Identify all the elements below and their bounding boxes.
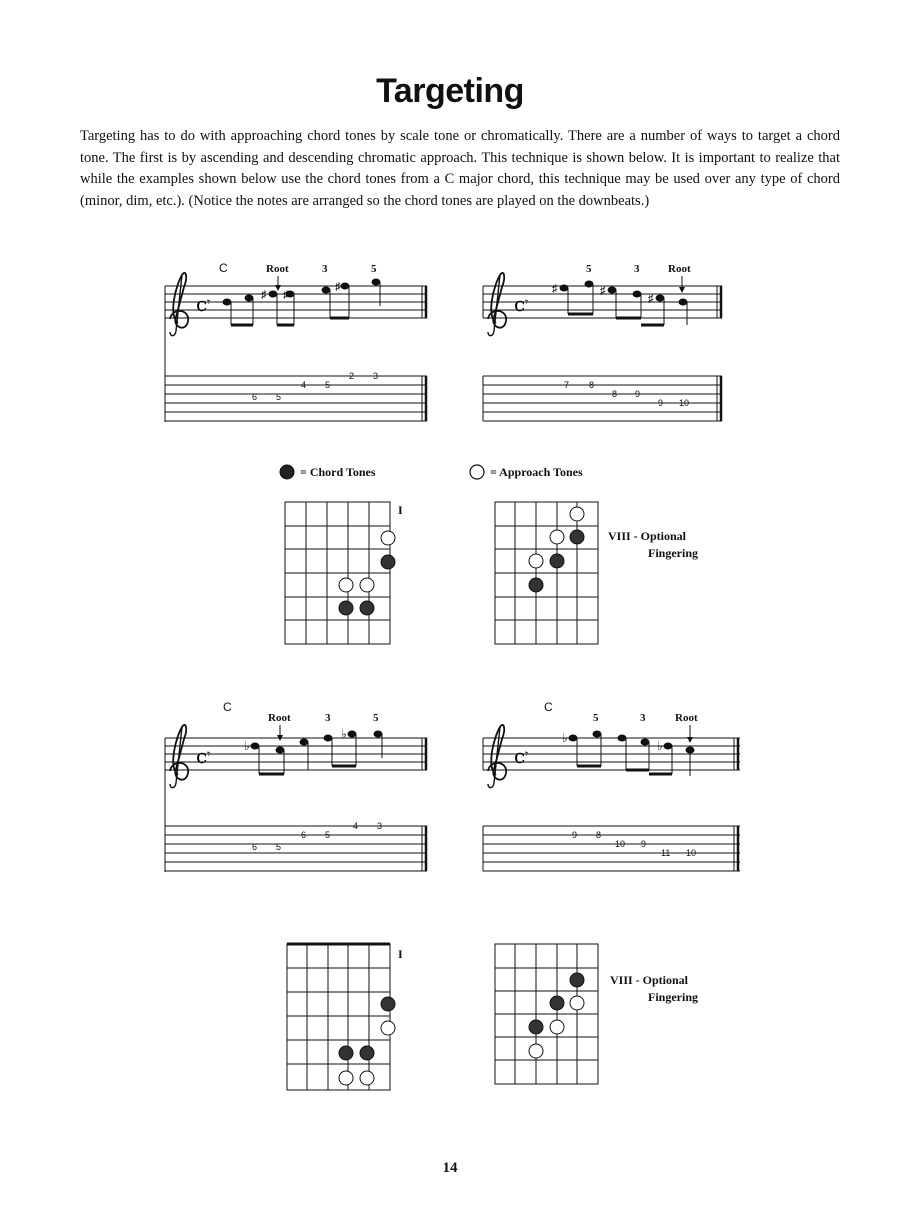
svg-text:𝄾: 𝄾 — [207, 747, 211, 761]
svg-text:𝄾: 𝄾 — [207, 295, 211, 309]
svg-text:3: 3 — [373, 371, 379, 381]
label-3: 3 — [640, 712, 646, 724]
svg-text:5: 5 — [276, 392, 282, 402]
svg-text:9: 9 — [635, 389, 641, 399]
svg-text:8: 8 — [612, 389, 618, 399]
svg-text:8: 8 — [596, 830, 602, 840]
label-root: Root — [266, 263, 289, 275]
notes — [251, 731, 382, 774]
svg-text:9: 9 — [572, 830, 578, 840]
svg-text:5: 5 — [325, 380, 331, 390]
svg-text:10: 10 — [679, 398, 690, 408]
label-root: Root — [268, 712, 291, 724]
example-2 — [483, 263, 722, 421]
treble-clef-icon — [488, 725, 506, 788]
label-5: 5 — [593, 712, 599, 724]
treble-clef-icon — [170, 725, 188, 788]
position-marker: I — [398, 947, 403, 961]
accidental: ♭ — [244, 739, 250, 753]
svg-text:4: 4 — [301, 380, 307, 390]
svg-text:5: 5 — [276, 842, 282, 852]
fretboard-diagram-1 — [285, 502, 403, 644]
intro-paragraph: Targeting has to do with approaching chord tones by scale tone or chromatically. There are a number of ways to target a chord tone. The first is by ascending and descending chromatic approach. This technique is shown below. It is important to realize that while the examples shown below use the chord tones from a C major chord, this technique may be used over any type of chord (minor, dim, etc.). (Notice the notes are arranged so the chord tones are played on the downbeats.) — [80, 128, 840, 209]
accidental: ♯ — [261, 289, 267, 301]
common-time-icon: c — [196, 744, 208, 768]
fretboard-diagram-3 — [287, 944, 403, 1090]
svg-text:11: 11 — [661, 848, 671, 858]
svg-text:9: 9 — [658, 398, 664, 408]
accidental: ♯ — [283, 289, 289, 301]
legend-chord-tones: = Chord Tones — [300, 465, 376, 479]
position-caption: VIII - Optional — [610, 973, 689, 987]
accidental: ♭ — [341, 727, 347, 741]
svg-text:10: 10 — [615, 839, 626, 849]
svg-text:7: 7 — [564, 380, 570, 390]
label-3: 3 — [325, 712, 331, 724]
legend-approach-tones: = Approach Tones — [490, 465, 583, 479]
accidental: ♭ — [657, 739, 663, 753]
svg-text:𝄾: 𝄾 — [525, 295, 529, 309]
chord-name: C — [223, 700, 232, 714]
common-time-icon: c — [514, 292, 526, 316]
svg-text:3: 3 — [377, 821, 383, 831]
chord-tone-icon — [280, 465, 294, 479]
svg-text:2: 2 — [349, 371, 355, 381]
label-root: Root — [668, 263, 691, 275]
label-5: 5 — [373, 712, 379, 724]
svg-text:4: 4 — [353, 821, 359, 831]
example-3 — [165, 700, 427, 872]
fretboard-diagram-2 — [495, 502, 698, 644]
treble-clef-icon — [488, 273, 506, 336]
svg-text:8: 8 — [589, 380, 595, 390]
tab-staff — [483, 826, 740, 871]
label-root: Root — [675, 712, 698, 724]
accidental: ♯ — [335, 281, 341, 293]
svg-text:6: 6 — [252, 392, 258, 402]
example-4 — [483, 700, 740, 871]
label-3: 3 — [634, 263, 640, 275]
page-number: 14 — [442, 1160, 458, 1176]
approach-tone-icon — [470, 465, 484, 479]
svg-text:10: 10 — [686, 848, 697, 858]
position-caption: Fingering — [648, 990, 698, 1004]
tab-staff — [165, 376, 427, 421]
svg-text:6: 6 — [252, 842, 258, 852]
label-5: 5 — [586, 263, 592, 275]
treble-clef-icon — [170, 273, 188, 336]
accidental: ♭ — [562, 731, 568, 745]
position-caption: Fingering — [648, 546, 698, 560]
svg-text:9: 9 — [641, 839, 647, 849]
position-marker: I — [398, 503, 403, 517]
chord-name: C — [544, 700, 553, 714]
fretboard-diagram-4 — [495, 944, 698, 1084]
accidental: ♯ — [552, 283, 558, 295]
label-3: 3 — [322, 263, 328, 275]
svg-text:5: 5 — [325, 830, 331, 840]
svg-text:𝄾: 𝄾 — [525, 747, 529, 761]
tab-staff — [165, 826, 427, 871]
position-caption: VIII - Optional — [608, 529, 687, 543]
common-time-icon: c — [514, 744, 526, 768]
legend — [280, 465, 583, 479]
example-1 — [165, 261, 427, 422]
svg-text:6: 6 — [301, 830, 307, 840]
common-time-icon: c — [196, 292, 208, 316]
chord-name: C — [219, 261, 228, 275]
page-title: Targeting — [376, 72, 524, 110]
accidental: ♯ — [648, 293, 654, 305]
accidental: ♯ — [600, 285, 606, 297]
label-5: 5 — [371, 263, 377, 275]
